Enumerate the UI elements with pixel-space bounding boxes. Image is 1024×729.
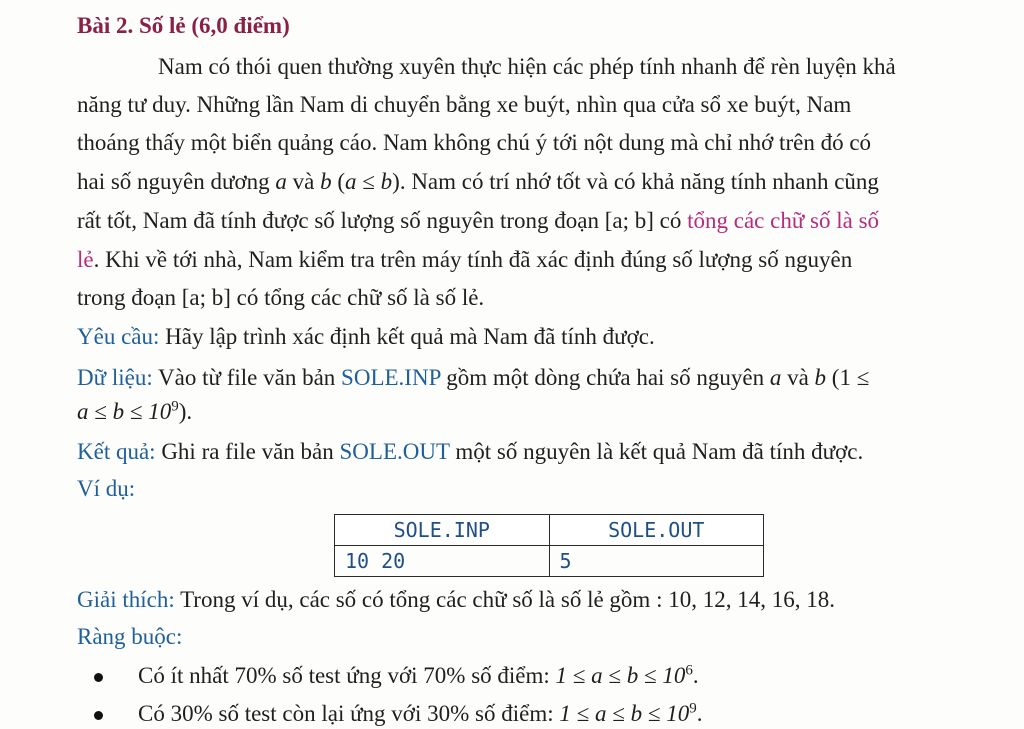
math-b: b: [814, 365, 827, 390]
input-text: (1 ≤: [826, 365, 870, 390]
input-label: Dữ liệu:: [77, 365, 153, 390]
paragraph-line-2: năng tư duy. Những lần Nam di chuyển bằng xe buýt, nhìn qua cửa sổ xe buýt, Nam: [77, 92, 852, 117]
math-b: b: [320, 169, 332, 194]
input-text: ).: [178, 399, 193, 424]
paragraph-line-5: [77, 207, 879, 235]
constraint-end: .: [692, 663, 699, 688]
paragraph-text: (: [331, 169, 346, 194]
example-label: Ví dụ:: [77, 476, 136, 501]
math-condition: a ≤ b: [345, 169, 393, 194]
input-text: gồm một dòng chứa hai số nguyên: [440, 365, 770, 390]
paragraph-text: rất tốt, Nam đã tính được số lượng số nguyên trong đoạn [a; b] có: [77, 208, 688, 233]
paragraph-line-4: [77, 168, 879, 196]
output-line: [77, 438, 863, 466]
paragraph-line-1: Nam có thói quen thường xuyên thực hiện các phép tính nhanh để rèn luyện khả: [158, 54, 896, 79]
requirement-label: Yêu cầu:: [77, 324, 160, 349]
math-a: a: [769, 365, 782, 390]
paragraph-line-7: trong đoạn [a; b] có tổng các chữ số là số lẻ.: [77, 285, 485, 310]
constraint-range: 1 ≤ a ≤ b ≤ 10: [559, 701, 690, 726]
highlighted-phrase: tổng các chữ số là số: [687, 208, 880, 233]
explanation-label: Giải thích:: [77, 587, 175, 612]
output-label: Kết quả:: [77, 439, 156, 464]
constraint-item-2: [138, 700, 702, 728]
problem-title: Bài 2. Số lẻ (6,0 điểm): [77, 13, 290, 38]
constraint-end: .: [696, 701, 703, 726]
constraint-range: 1 ≤ a ≤ b ≤ 10: [555, 663, 686, 688]
paragraph-line-3: thoáng thấy một biển quảng cáo. Nam không chú ý tới nột dung mà chỉ nhớ trên đó có: [77, 130, 872, 155]
highlighted-phrase-end: lẻ: [77, 247, 94, 272]
input-text: Vào từ file văn bản: [152, 365, 342, 390]
paragraph-text: hai số nguyên dương: [77, 169, 276, 194]
bullet-icon: [94, 711, 103, 720]
input-range: a ≤ b ≤ 10: [77, 399, 172, 424]
paragraph-line-6: [77, 246, 852, 274]
math-a: a: [275, 169, 287, 194]
constraint-text: Có 30% số test còn lại ứng với 30% số điểm:: [138, 701, 560, 726]
requirement-line: [77, 323, 655, 351]
table-cell-input: 10 20: [335, 546, 550, 577]
output-text: một số nguyên là kết quả Nam đã tính được.: [449, 439, 864, 464]
example-table-grid: [334, 514, 764, 577]
bullet-icon: [94, 673, 103, 682]
input-line-2: [77, 398, 192, 426]
constraint-text: Có ít nhất 70% số test ứng với 70% số điểm:: [138, 663, 556, 688]
paragraph-text: . Khi về tới nhà, Nam kiểm tra trên máy tính đã xác định đúng số lượng số nguyên: [93, 247, 853, 272]
constraint-exponent: 9: [689, 700, 697, 717]
explanation-line: [77, 586, 835, 614]
explanation-text: Trong ví dụ, các số có tổng các chữ số là số lẻ gồm : 10, 12, 14, 16, 18.: [174, 587, 835, 612]
table-header-output: SOLE.OUT: [549, 515, 764, 546]
input-range-exponent: 9: [171, 398, 179, 415]
requirement-text: Hãy lập trình xác định kết quả mà Nam đã tính được.: [159, 324, 655, 349]
example-table: [334, 514, 764, 578]
output-file-name: SOLE.OUT: [339, 439, 450, 464]
input-line: [77, 364, 869, 392]
table-header-row: [335, 515, 764, 546]
input-text: và: [781, 365, 815, 390]
constraints-label: Ràng buộc:: [77, 624, 183, 649]
constraint-exponent: 6: [685, 662, 693, 679]
table-cell-output: 5: [549, 546, 764, 577]
table-header-input: SOLE.INP: [335, 515, 550, 546]
paragraph-text: và: [286, 169, 321, 194]
table-row: [335, 546, 764, 577]
output-text: Ghi ra file văn bản: [155, 439, 340, 464]
paragraph-text: ). Nam có trí nhớ tốt và có khả năng tính nhanh cũng: [392, 169, 879, 194]
input-file-name: SOLE.INP: [341, 365, 441, 390]
constraint-item-1: [138, 662, 699, 690]
